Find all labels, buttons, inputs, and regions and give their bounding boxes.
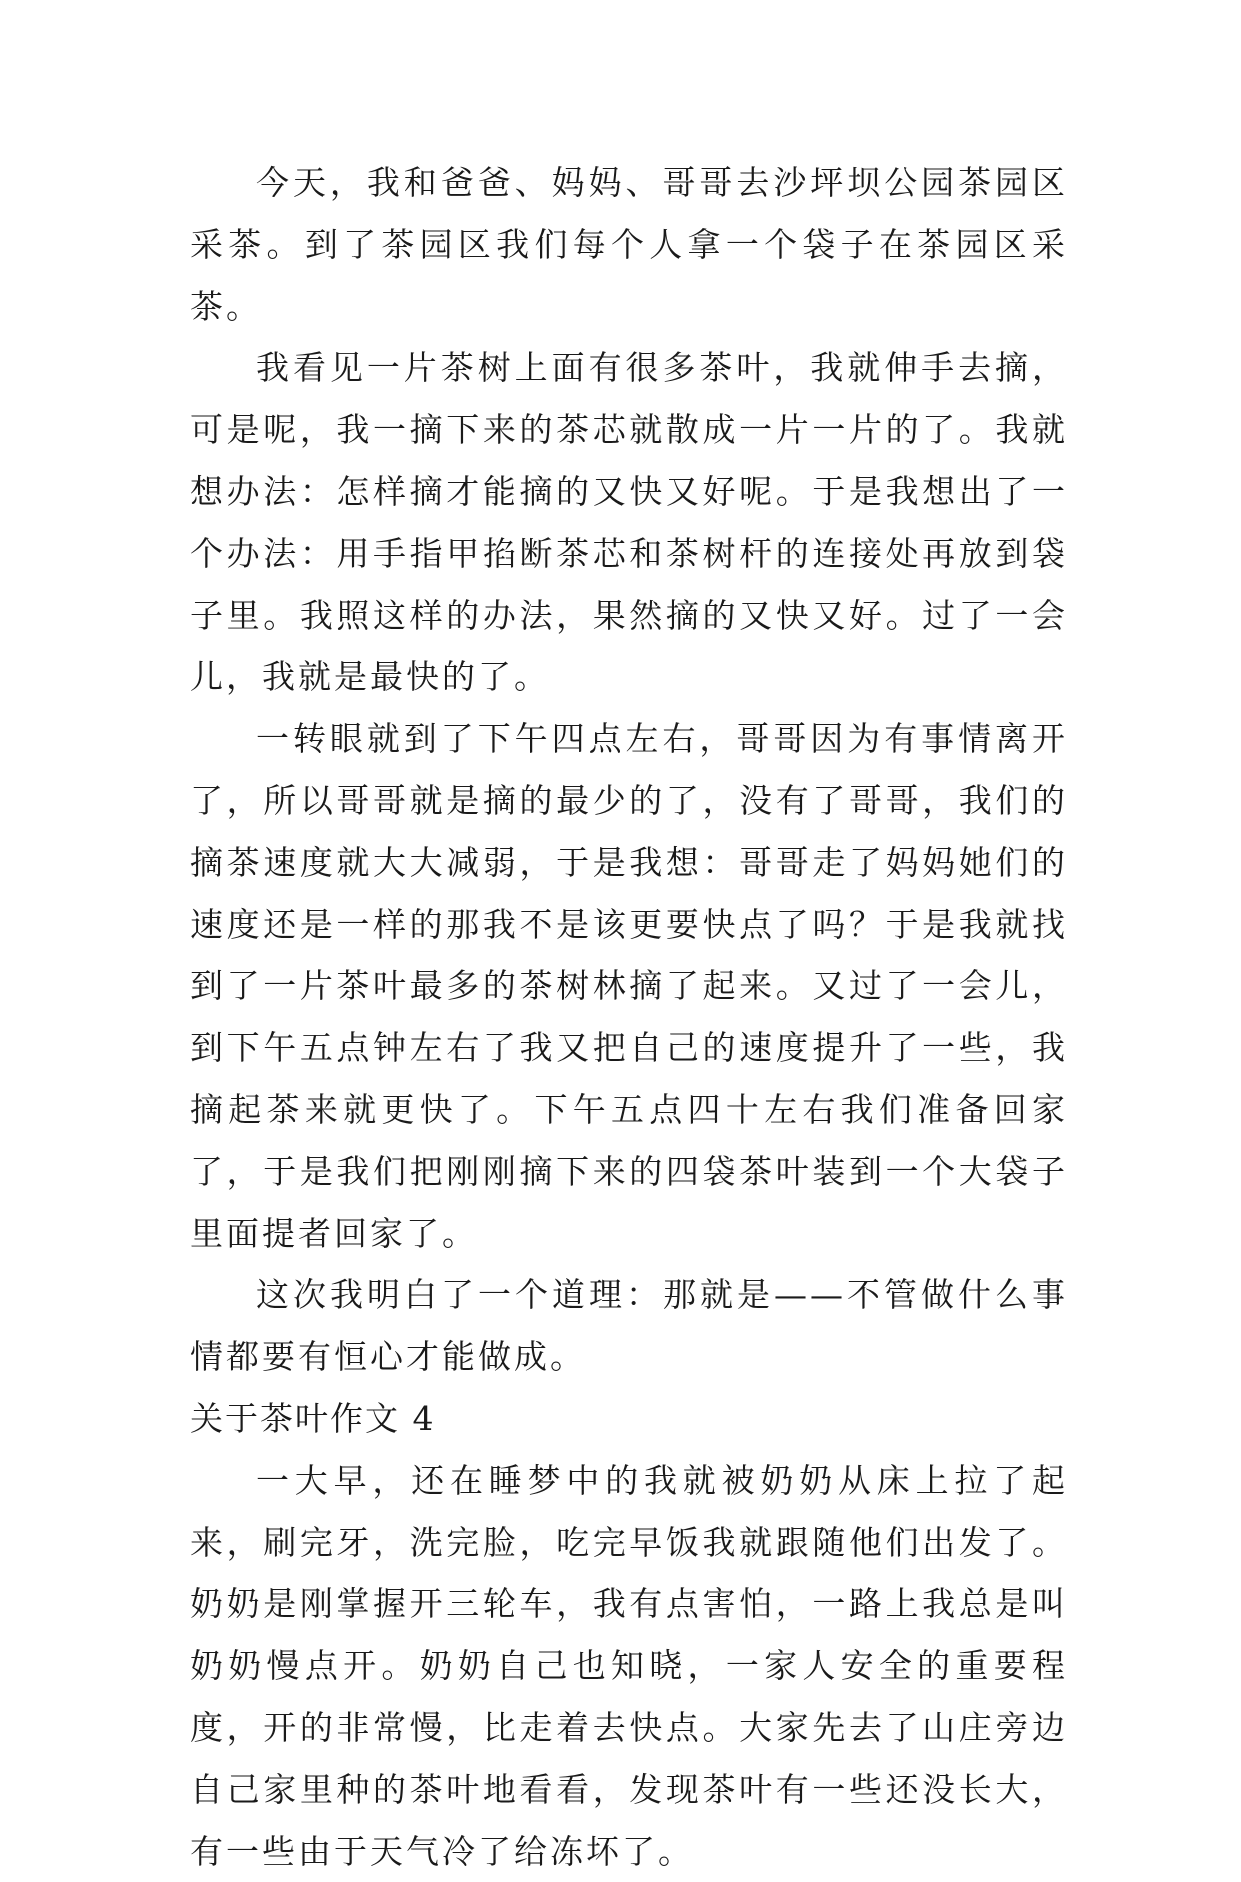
document-body [190, 152, 1068, 1882]
paragraph: 这次我明白了一个道理：那就是——不管做什么事情都要有恒心才能做成。 [190, 1275, 1068, 1377]
paragraph: 我看见一片茶树上面有很多茶叶，我就伸手去摘，可是呢，我一摘下来的茶芯就散成一片一片的了。我就想办法：怎样摘才能摘的又快又好呢。于是我想出了一个办法：用手指甲掐断茶芯和茶树杆的连接处再放到袋子里。我照这样的办法，果然摘的又快又好。过了一会儿，我就是最快的了。 [190, 348, 1068, 697]
section-heading: 关于茶叶作文 4 [190, 1398, 436, 1438]
paragraph: 一转眼就到了下午四点左右，哥哥因为有事情离开了，所以哥哥就是摘的最少的了，没有了哥哥，我们的摘茶速度就大大减弱，于是我想：哥哥走了妈妈她们的速度还是一样的那我不是该更要快点了吗？于是我就找到了一片茶叶最多的茶树林摘了起来。又过了一会儿，到下午五点钟左右了我又把自己的速度提升了一些，我摘起茶来就更快了。下午五点四十左右我们准备回家了，于是我们把刚刚摘下来的四袋茶叶装到一个大袋子里面提者回家了。 [190, 719, 1068, 1253]
paragraph: 一大早，还在睡梦中的我就被奶奶从床上拉了起来，刷完牙，洗完脸，吃完早饭我就跟随他们出发了。奶奶是刚掌握开三轮车，我有点害怕，一路上我总是叫奶奶慢点开。奶奶自己也知晓，一家人安全的重要程度，开的非常慢，比走着去快点。大家先去了山庄旁边自己家里种的茶叶地看看，发现茶叶有一些还没长大，有一些由于天气冷了给冻坏了。 [190, 1460, 1068, 1871]
paragraph: 今天，我和爸爸、妈妈、哥哥去沙坪坝公园茶园区采茶。到了茶园区我们每个人拿一个袋子在茶园区采茶。 [190, 163, 1068, 326]
